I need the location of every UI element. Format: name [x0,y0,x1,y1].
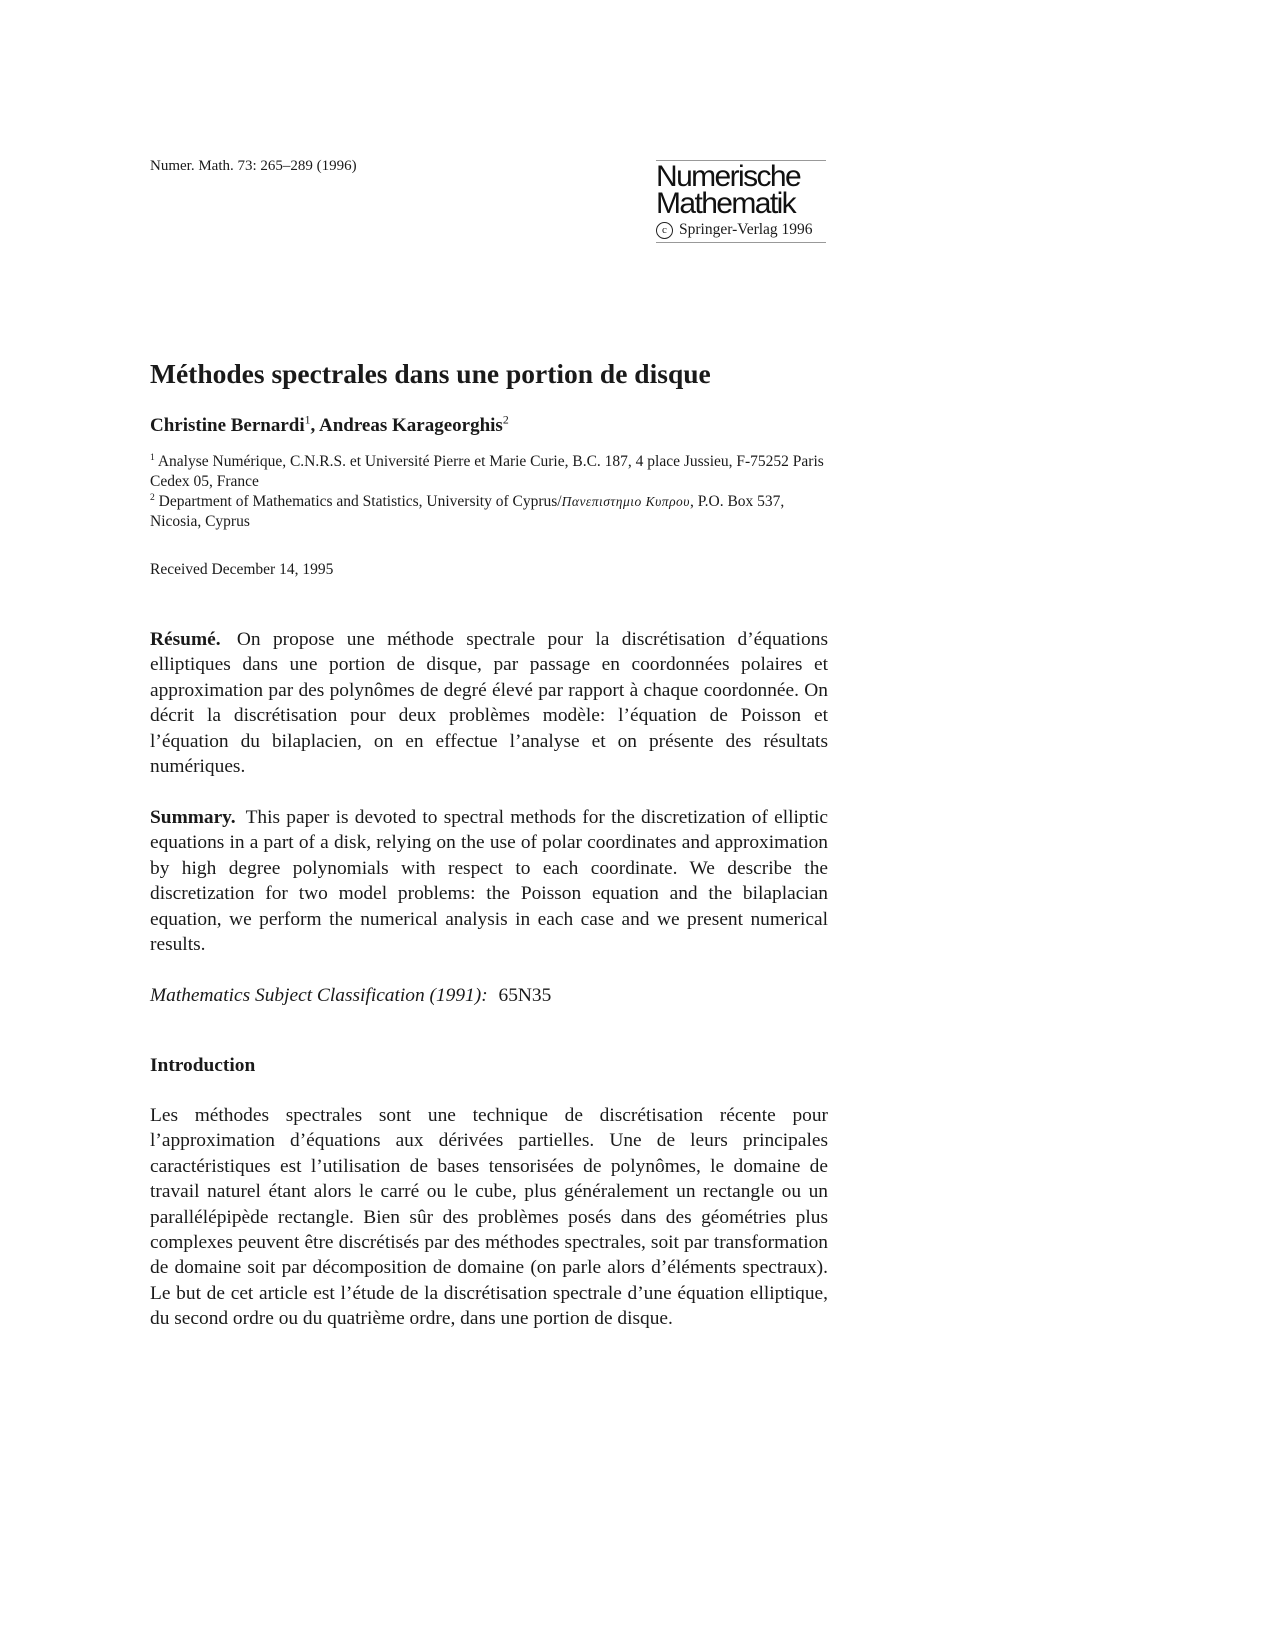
affiliation-text: , P.O. Box 537, Nicosia, Cyprus [150,493,785,530]
msc-value: 65N35 [498,985,552,1006]
author-affiliation-mark: 1 [304,413,311,427]
affiliations [150,452,828,532]
affiliation-2 [150,492,828,532]
resume-label: Résumé. [150,629,221,650]
journal-citation: Numer. Math. 73: 265–289 (1996) [150,158,357,174]
author-affiliation-mark: 2 [502,413,509,427]
copyright-notice [656,221,826,239]
affiliation-1 [150,452,828,492]
affiliation-text: Department of Mathematics and Statistics, University of Cyprus/ [158,493,562,510]
section-heading-introduction: Introduction [150,1055,256,1076]
author-name: Christine Bernardi [150,415,305,436]
author-name: Andreas Karageorghis [318,415,503,436]
resume-paragraph [150,627,828,779]
affiliation-mark: 2 [150,491,155,503]
journal-name-line1: Numerische [656,160,801,193]
journal-name-line2: Mathematik [656,187,796,220]
affiliation-greek-name: Πανεπιστημιο Κυπρου [561,494,690,509]
affiliation-mark: 1 [150,451,155,463]
paper-title: Méthodes spectrales dans une portion de disque [150,358,711,389]
received-date: Received December 14, 1995 [150,561,334,578]
subject-classification [150,985,551,1007]
resume-text: On propose une méthode spectrale pour la discrétisation d’équations elliptiques dans une portion de disque, par passage en coordonnées polaires et approximation par des polynômes de degré élevé par rapport à chaque coordonnée. On décrit la discrétisation pour deux problèmes modèle: l’équation de Poisson et l’équation du bilaplacien, on en effectue l’analyse et on présente des résultats numériques. [150,629,828,778]
publisher-text: Springer-Verlag 1996 [679,221,813,238]
summary-label: Summary. [150,807,236,828]
author-list [150,415,509,437]
author-separator: , [310,415,319,436]
msc-label: Mathematics Subject Classification (1991): [150,985,488,1006]
journal-logo [656,160,826,243]
affiliation-text: Analyse Numérique, C.N.R.S. et Université Pierre et Marie Curie, B.C. 187, 4 place Jussieu, F-75252 Paris Cedex 05, France [150,453,824,490]
copyright-icon: c [656,222,673,239]
summary-text: This paper is devoted to spectral methods for the discretization of elliptic equations in a part of a disk, relying on the use of polar coordinates and approximation by high degree polynomials with respect to each coordinate. We describe the discretization for two model problems: the Poisson equation and the bilaplacian equation, we perform the numerical analysis in each case and we present numerical results. [150,807,828,956]
introduction-paragraph: Les méthodes spectrales sont une technique de discrétisation récente pour l’approximation d’équations aux dérivées partielles. Une de leurs principales caractéristiques est l’utilisation de bases tensorisées de polynômes, le domaine de travail naturel étant alors le carré ou le cube, plus généralement un rectangle ou un parallélépipède rectangle. Bien sûr des problèmes posés dans des géométries plus complexes peuvent être discrétisés par des méthodes spectrales, soit par transformation de domaine soit par décomposition de domaine (on parle alors d’éléments spectraux). Le but de cet article est l’étude de la discrétisation spectrale d’une équation elliptique, du second ordre ou du quatrième ordre, dans une portion de disque. [150,1105,828,1330]
summary-paragraph [150,805,828,957]
